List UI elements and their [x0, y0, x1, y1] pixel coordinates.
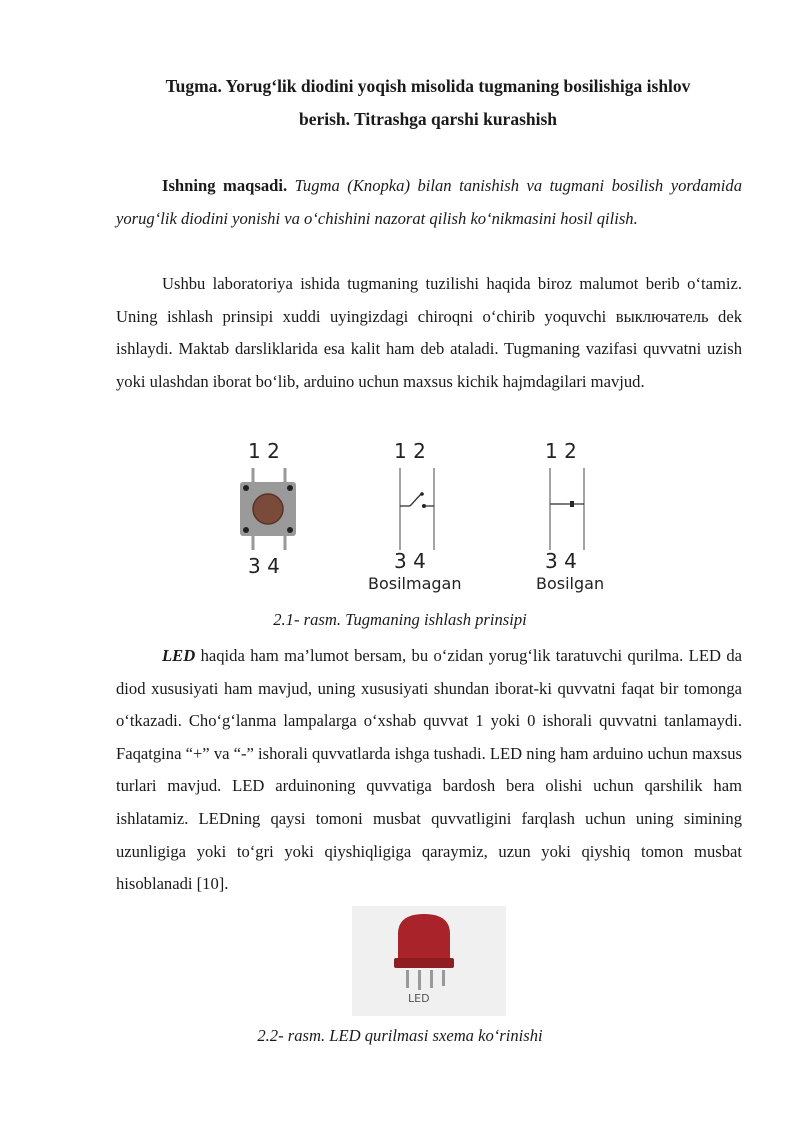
goal-paragraph: [116, 170, 742, 235]
led-text: haqida ham ma’lumot bersam, bu o‘zidan yorug‘lik taratuvchi qurilma. LED da diod xususiyati ham mavjud, uning xususiyati shundan iborat-ki quvvatni faqat bir tomonga o‘tkazadi. Cho‘g‘lanma lampalarga o‘xshab quvvat 1 yoki 0 ishorali quvvatni tanlamaydi. Faqatgina “+” va “-” ishorali quvvatlarda ishga tushadi. LED ning ham arduino uchun maxsus turlari mavjud. LED arduinoning quvvatiga bardosh bera olishi uchun qarshilik ham ishlatamiz. LEDning qaysi tomoni musbat quvvatligini farqlash uchun uning simining uzunligiga yoki to‘gri yoki qiyshiqligiga qaraymiz, uzun yoki qiyshiq tomon musbat hisoblanadi [10].: [116, 646, 742, 894]
button-figure: [220, 432, 620, 602]
intro-paragraph: [116, 268, 742, 398]
title-line-1: Tugma. Yorug‘lik diodini yoqish misolida tugmaning bosilishiga ishlov: [165, 76, 691, 96]
tactile-button-icon: [240, 439, 296, 578]
figure-1-caption: 2.1- rasm. Tugmaning ishlash prinsipi: [273, 610, 527, 629]
unpressed-pins-bottom: 3 4: [394, 549, 426, 573]
button-diagrams: [220, 432, 620, 602]
pressed-label: Bosilgan: [536, 574, 605, 593]
button-pins-bottom: 3 4: [248, 554, 280, 578]
pressed-pins-bottom: 3 4: [545, 549, 577, 573]
led-caption-text: LED: [408, 992, 430, 1005]
document-title: [100, 70, 756, 136]
led-icon: [352, 906, 506, 1016]
goal-label: Ishning maqsadi.: [162, 176, 288, 195]
pressed-switch-diagram: [536, 439, 604, 593]
led-figure: [352, 906, 506, 1016]
led-label: LED: [162, 646, 196, 665]
figure-2-caption: 2.2- rasm. LED qurilmasi sxema ko‘rinishi: [257, 1026, 543, 1045]
unpressed-switch-diagram: [368, 439, 461, 593]
unpressed-pins-top: 1 2: [394, 439, 426, 463]
button-pins-top: 1 2: [248, 439, 280, 463]
unpressed-label: Bosilmagan: [368, 574, 462, 593]
goal-text: Tugma (Knopka) bilan tanishish va tugmani bosilish yordamida yorug‘lik diodini yonishi va o‘chishini nazorat qilish ko‘nikmasini hosil qilish.: [116, 176, 742, 228]
led-paragraph: [116, 640, 742, 901]
intro-text: Ushbu laboratoriya ishida tugmaning tuzilishi haqida biroz malumot berib o‘tamiz. Uning ishlash prinsipi xuddi uyingizdagi chiroqni o‘chirib yoquvchi выключатель dek ishlaydi. Maktab darsliklarida esa kalit ham deb ataladi. Tugmaning vazifasi quvvatni uzish yoki ulashdan iborat bo‘lib, arduino uchun maxsus kichik hajmdagilari mavjud.: [116, 274, 742, 391]
pressed-pins-top: 1 2: [545, 439, 577, 463]
title-line-2: berish. Titrashga qarshi kurashish: [298, 109, 558, 129]
